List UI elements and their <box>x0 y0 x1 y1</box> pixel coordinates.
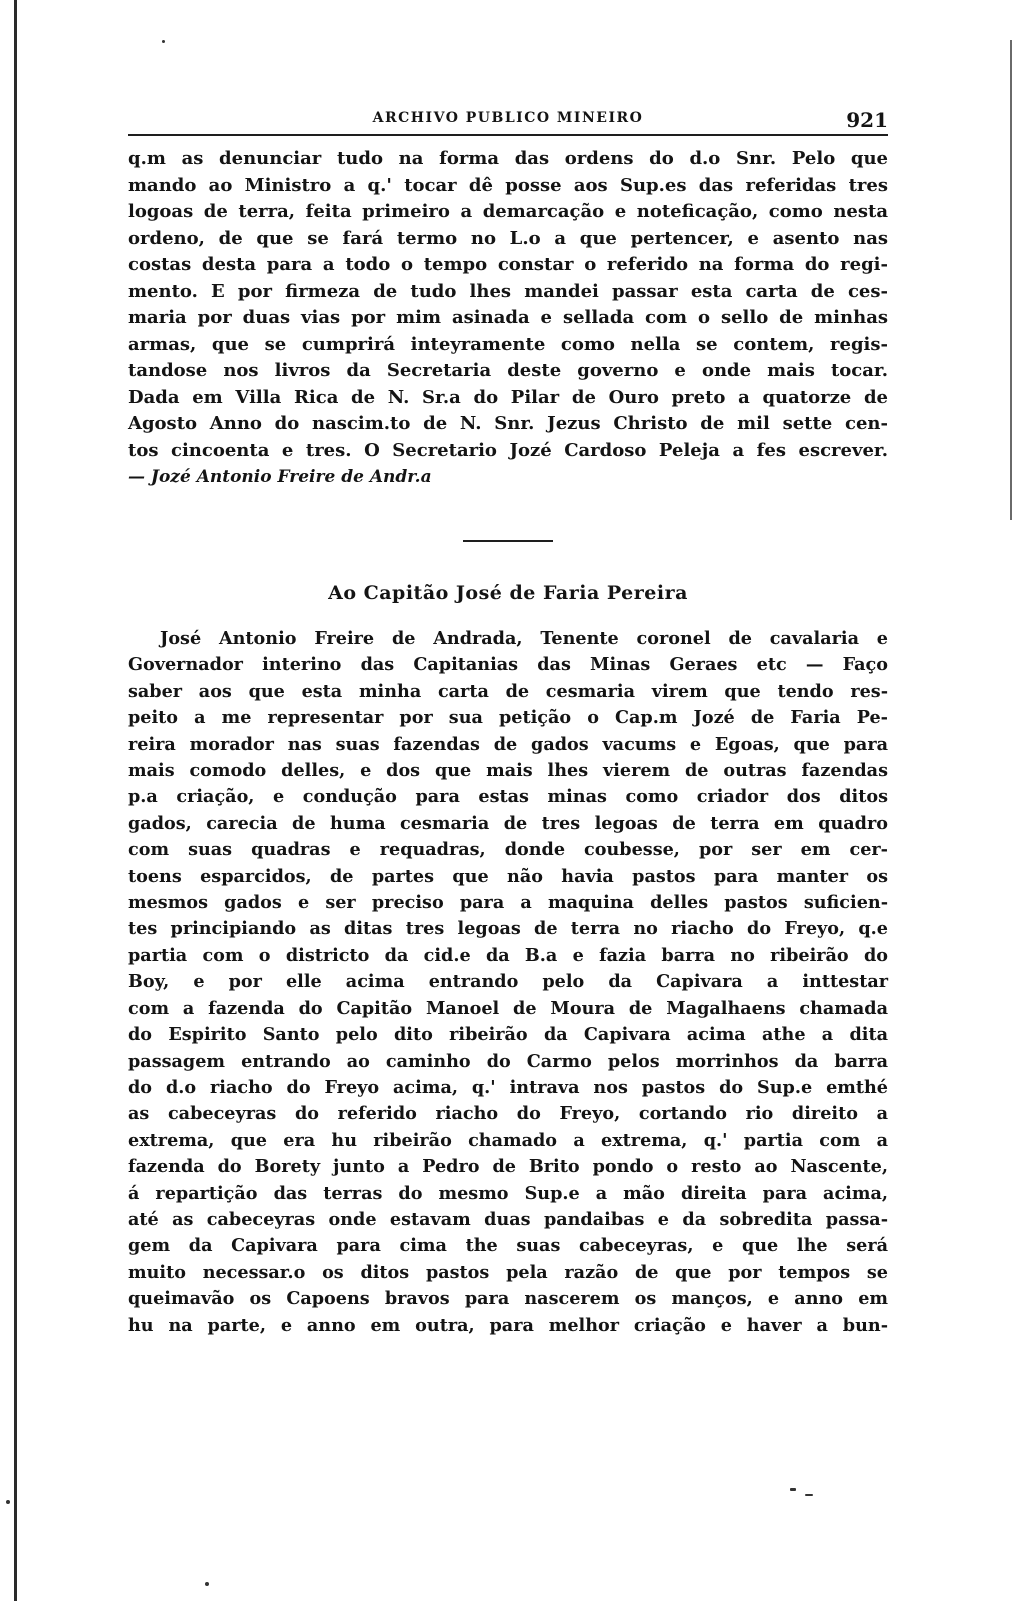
scan-speck <box>6 1500 10 1504</box>
section-title: Ao Capitão José de Faria Pereira <box>328 582 688 604</box>
book-page <box>128 108 888 1339</box>
text-line: mesmos gados e ser preciso para a maquina delles pastos suficien- <box>128 892 888 914</box>
signature: — Jozé Antonio Freire de Andr.a <box>128 467 432 487</box>
section-divider <box>463 540 553 542</box>
text-line: ordeno, de que se fará termo no L.o a que pertencer, e asento nas <box>128 227 888 249</box>
page-binding-edge <box>14 0 17 1601</box>
text-line: extrema, que era hu ribeirão chamado a extrema, q.' partia com a <box>128 1129 888 1151</box>
text-line: José Antonio Freire de Andrada, Tenente coronel de cavalaria e <box>160 628 888 649</box>
text-line: Agosto Anno do nascim.to de N. Snr. Jezus Christo de mil sette cen- <box>128 413 888 434</box>
text-line: logoas de terra, feita primeiro a demarcação e noteficação, como nesta <box>128 201 888 222</box>
text-line: q.m as denunciar tudo na forma das ordens do d.o Snr. Pelo que <box>128 148 888 169</box>
text-line: passagem entrando ao caminho do Carmo pelos morrinhos da barra <box>128 1050 888 1072</box>
text-line: maria por duas vias por mim asinada e sellada com o sello de minhas <box>128 307 888 328</box>
text-line: hu na parte, e anno em outra, para melhor criação e haver a bun- <box>128 1314 888 1336</box>
text-line: Governador interino das Capitanias das Minas Geraes etc — Faço <box>128 654 888 676</box>
text-line: queimavão os Capoens bravos para nascerem os manços, e anno em <box>128 1288 888 1310</box>
text-line: muito necessar.o os ditos pastos pela razão de que por tempos se <box>128 1261 888 1283</box>
text-line: com a fazenda do Capitão Manoel de Moura de Magalhaens chamada <box>128 997 888 1019</box>
text-line: com suas quadras e requadras, donde coubesse, por ser em cer- <box>128 839 888 861</box>
text-line: p.a criação, e condução para estas minas como criador dos ditos <box>128 786 888 808</box>
text-line: tes principiando as ditas tres legoas de terra no riacho do Freyo, q.e <box>128 918 888 940</box>
running-head <box>128 108 888 136</box>
text-line: á repartição das terras do mesmo Sup.e a mão direita para acima, <box>128 1182 888 1204</box>
text-line: toens esparcidos, de partes que não havia pastos para manter os <box>128 865 888 887</box>
text-line: tandose nos livros da Secretaria deste governo e onde mais tocar. <box>128 360 888 381</box>
text-line: gados, carecia de huma cesmaria de tres legoas de terra em quadro <box>128 812 888 834</box>
page-edge-shadow <box>1010 40 1012 520</box>
text-line: Dada em Villa Rica de N. Sr.a do Pilar de Ouro preto a quatorze de <box>128 386 888 408</box>
text-line: reira morador nas suas fazendas de gados vacums e Egoas, que para <box>128 733 888 755</box>
scan-speck <box>790 1488 796 1491</box>
text-line: partia com o districto da cid.e da B.a e fazia barra no ribeirão do <box>128 944 888 966</box>
text-line: costas desta para a todo o tempo constar o referido na forma do regi- <box>128 254 888 275</box>
scan-speck <box>805 1494 813 1496</box>
text-line: gem da Capivara para cima the suas cabeceyras, e que lhe será <box>128 1235 888 1257</box>
text-line: peito a me representar por sua petição o Cap.m Jozé de Faria Pe- <box>128 707 888 729</box>
text-line: até as cabeceyras onde estavam duas pandaibas e da sobredita passa- <box>128 1208 888 1230</box>
text-line: mais comodo delles, e dos que mais lhes vierem de outras fazendas <box>128 760 888 782</box>
continued-text <box>128 146 888 490</box>
scan-speck <box>162 40 165 43</box>
text-line: mento. E por firmeza de tudo lhes mandei passar esta carta de ces- <box>128 280 888 302</box>
grant-text <box>128 626 888 1339</box>
page-number: 921 <box>846 108 888 132</box>
text-line: armas, que se cumprirá inteyramente como nella se contem, regis- <box>128 333 888 355</box>
text-line: do d.o riacho do Freyo acima, q.' intrava nos pastos do Sup.e emthé <box>128 1076 888 1098</box>
text-line: fazenda do Borety junto a Pedro de Brito pondo o resto ao Nascente, <box>128 1156 888 1178</box>
text-line: as cabeceyras do referido riacho do Freyo, cortando rio direito a <box>128 1103 888 1125</box>
text-line: Boy, e por elle acima entrando pelo da Capivara a inttestar <box>128 971 888 993</box>
scan-speck <box>205 1582 209 1586</box>
text-line: tos cincoenta e tres. O Secretario Jozé Cardoso Peleja a fes escrever. <box>128 439 888 461</box>
running-title: ARCHIVO PUBLICO MINEIRO <box>372 110 644 126</box>
text-line: do Espirito Santo pelo dito ribeirão da Capivara acima athe a dita <box>128 1024 888 1046</box>
text-line: saber aos que esta minha carta de cesmaria virem que tendo res- <box>128 680 888 702</box>
text-line: mando ao Ministro a q.' tocar dê posse aos Sup.es das referidas tres <box>128 174 888 196</box>
